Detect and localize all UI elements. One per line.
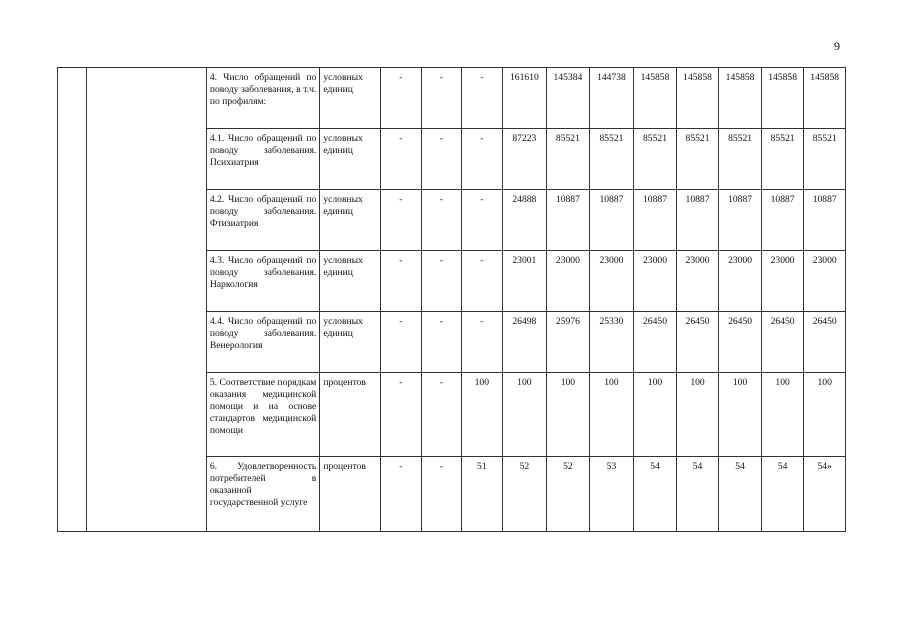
value-cell: 52 <box>502 457 547 532</box>
indicator-unit: условных единиц <box>320 312 381 373</box>
value-cell: 100 <box>589 373 634 457</box>
value-cell: 26450 <box>804 312 846 373</box>
value-cell: 25976 <box>547 312 590 373</box>
value-cell: - <box>462 129 503 190</box>
value-cell: 26450 <box>634 312 677 373</box>
value-cell: 26450 <box>676 312 719 373</box>
value-cell: - <box>462 190 503 251</box>
indicator-unit: условных единиц <box>320 190 381 251</box>
indicator-unit: процентов <box>320 457 381 532</box>
value-cell: 144738 <box>589 68 634 129</box>
value-cell: 10887 <box>761 190 804 251</box>
indicator-name: 4.1. Число обращений по поводу заболевания. Психиатрия <box>206 129 319 190</box>
value-cell: 87223 <box>502 129 547 190</box>
value-cell: 145384 <box>547 68 590 129</box>
value-cell: - <box>421 373 462 457</box>
value-cell: 51 <box>462 457 503 532</box>
value-cell: - <box>381 68 422 129</box>
value-cell: 54» <box>804 457 846 532</box>
value-cell: - <box>421 190 462 251</box>
value-cell: 145858 <box>676 68 719 129</box>
value-cell: 145858 <box>634 68 677 129</box>
indicator-name: 4. Число обращений по поводу заболевания, в т.ч. по профилям: <box>206 68 319 129</box>
value-cell: 54 <box>761 457 804 532</box>
indicator-name: 5. Соответствие порядкам оказания медицинской помощи и на основе стандартов медицинской помощи <box>206 373 319 457</box>
indicator-name: 4.4. Число обращений по поводу заболевания. Венерология <box>206 312 319 373</box>
value-cell: - <box>421 129 462 190</box>
value-cell: 24888 <box>502 190 547 251</box>
value-cell: 23000 <box>634 251 677 312</box>
merged-number-cell <box>58 68 87 532</box>
value-cell: 23000 <box>761 251 804 312</box>
value-cell: 145858 <box>719 68 762 129</box>
value-cell: 23001 <box>502 251 547 312</box>
value-cell: 23000 <box>589 251 634 312</box>
value-cell: 145858 <box>761 68 804 129</box>
value-cell: 26498 <box>502 312 547 373</box>
value-cell: 10887 <box>634 190 677 251</box>
indicator-unit: условных единиц <box>320 251 381 312</box>
value-cell: 25330 <box>589 312 634 373</box>
value-cell: - <box>381 312 422 373</box>
value-cell: 100 <box>676 373 719 457</box>
value-cell: 85521 <box>589 129 634 190</box>
value-cell: - <box>421 457 462 532</box>
value-cell: - <box>381 373 422 457</box>
indicator-name: 4.2. Число обращений по поводу заболевания. Фтизиатрия <box>206 190 319 251</box>
value-cell: - <box>421 312 462 373</box>
value-cell: 85521 <box>676 129 719 190</box>
value-cell: 85521 <box>719 129 762 190</box>
value-cell: - <box>462 68 503 129</box>
indicator-unit: условных единиц <box>320 68 381 129</box>
value-cell: - <box>462 312 503 373</box>
value-cell: 85521 <box>634 129 677 190</box>
value-cell: 23000 <box>547 251 590 312</box>
value-cell: 10887 <box>589 190 634 251</box>
value-cell: 85521 <box>547 129 590 190</box>
value-cell: 54 <box>719 457 762 532</box>
value-cell: 54 <box>676 457 719 532</box>
value-cell: 23000 <box>719 251 762 312</box>
value-cell: - <box>381 457 422 532</box>
value-cell: 161610 <box>502 68 547 129</box>
indicator-unit: условных единиц <box>320 129 381 190</box>
value-cell: - <box>462 251 503 312</box>
value-cell: 23000 <box>804 251 846 312</box>
value-cell: - <box>421 68 462 129</box>
value-cell: 26450 <box>761 312 804 373</box>
value-cell: 145858 <box>804 68 846 129</box>
page-number: 9 <box>834 39 840 53</box>
value-cell: 100 <box>462 373 503 457</box>
indicator-name: 6. Удовлетворенность потребителей в оказанной государственной услуге <box>206 457 319 532</box>
value-cell: 100 <box>634 373 677 457</box>
value-cell: 52 <box>547 457 590 532</box>
value-cell: 10887 <box>676 190 719 251</box>
value-cell: 10887 <box>719 190 762 251</box>
value-cell: 23000 <box>676 251 719 312</box>
indicator-name: 4.3. Число обращений по поводу заболевания. Наркология <box>206 251 319 312</box>
value-cell: - <box>381 251 422 312</box>
value-cell: 100 <box>547 373 590 457</box>
value-cell: - <box>381 129 422 190</box>
value-cell: 53 <box>589 457 634 532</box>
value-cell: 100 <box>719 373 762 457</box>
value-cell: 26450 <box>719 312 762 373</box>
table-row <box>58 68 846 129</box>
value-cell: 100 <box>502 373 547 457</box>
value-cell: - <box>421 251 462 312</box>
indicators-table <box>57 67 846 532</box>
value-cell: 85521 <box>804 129 846 190</box>
value-cell: 100 <box>761 373 804 457</box>
indicator-unit: процентов <box>320 373 381 457</box>
value-cell: - <box>381 190 422 251</box>
value-cell: 85521 <box>761 129 804 190</box>
value-cell: 10887 <box>547 190 590 251</box>
value-cell: 10887 <box>804 190 846 251</box>
value-cell: 54 <box>634 457 677 532</box>
merged-service-cell <box>87 68 207 532</box>
value-cell: 100 <box>804 373 846 457</box>
